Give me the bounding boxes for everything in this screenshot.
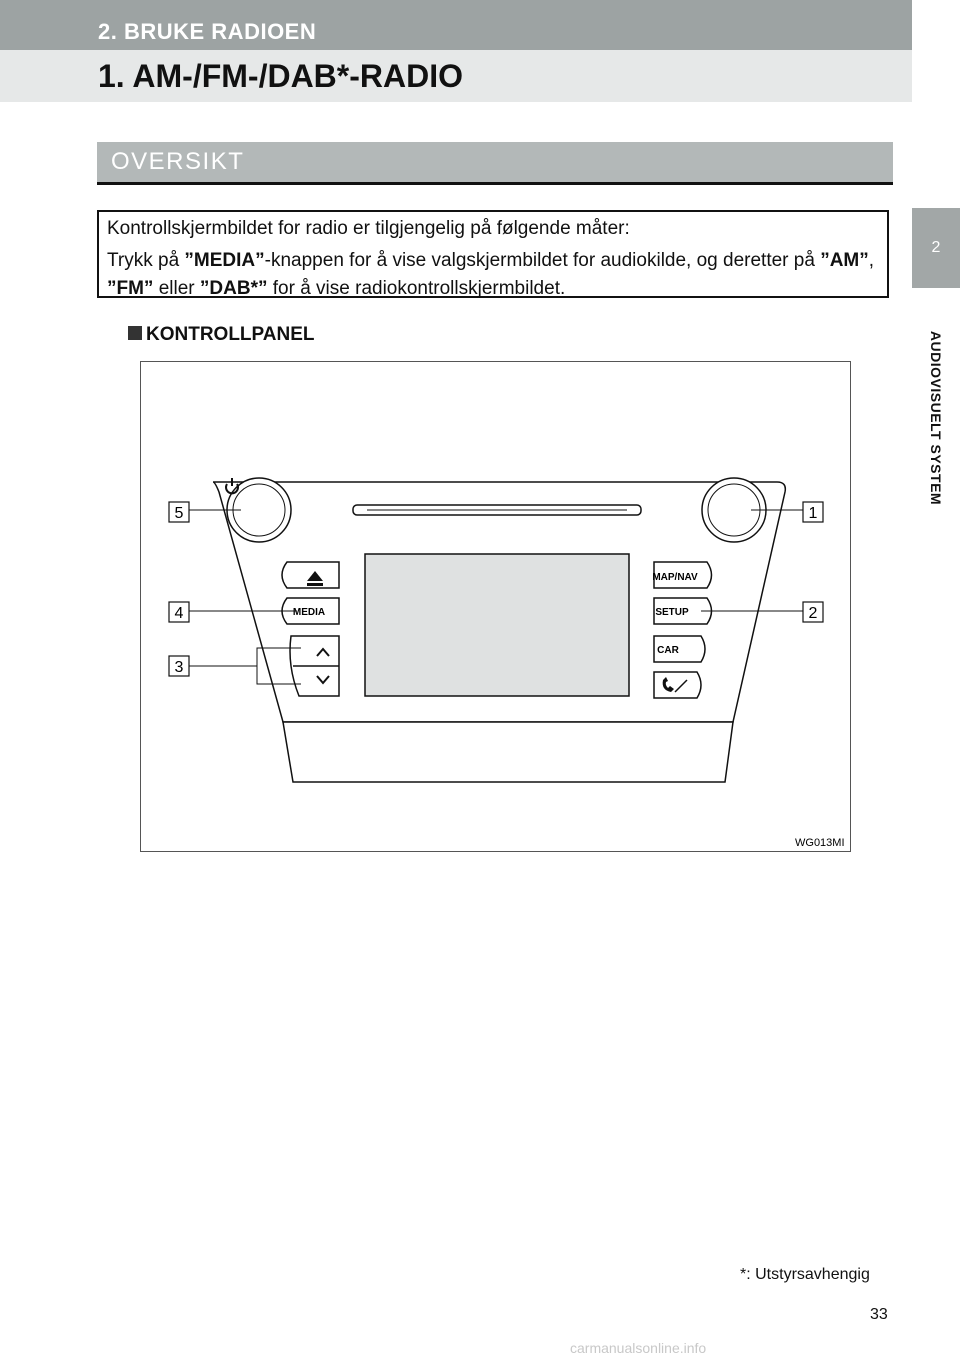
eject-icon-bar [307,583,323,586]
callout-5: 5 [174,505,184,522]
overview-text-line2 [107,247,881,303]
phone-button [654,672,701,698]
callout-2: 2 [808,605,818,622]
control-panel-figure [140,361,851,852]
page-number: 33 [870,1306,888,1323]
overview-text-segment: , [868,250,875,271]
chapter-tab-label [912,288,960,548]
panel-lower-trim [283,722,733,782]
callout-4: 4 [174,605,184,622]
watermark: carmanualsonline.info [570,1340,707,1356]
chapter-tab-label-text: AUDIOVISUELT SYSTEM [928,330,944,506]
overview-text-segment: eller [153,278,200,299]
bullet-square-icon [128,326,142,340]
setup-button-label[interactable]: SETUP [655,607,689,618]
overview-text-segment: ”DAB*” [199,278,268,299]
overview-heading-bar [97,142,893,185]
car-button-label[interactable]: CAR [657,645,679,656]
control-panel-illustration [141,362,852,853]
chapter-tab-number[interactable]: 2 [912,208,960,288]
media-button-label[interactable]: MEDIA [292,607,326,618]
overview-text-segment: ”MEDIA” [184,250,265,271]
overview-text-segment: -knappen for å vise valgskjermbildet for audiokilde, og deretter på [264,250,821,271]
control-panel-heading-text: KONTROLLPANEL [146,324,315,345]
section-label: 2. BRUKE RADIOEN [98,19,317,44]
touch-screen [365,554,629,696]
callout-3: 3 [174,659,184,676]
control-panel-heading [128,324,315,346]
page-title: 1. AM-/FM-/DAB*-RADIO [98,58,463,94]
map-nav-button-label[interactable]: MAP/NAV [652,572,698,583]
callout-1: 1 [808,505,818,522]
overview-text-segment: Trykk på [107,250,185,271]
footnote: *: Utstyrsavhengig [740,1266,870,1283]
overview-text-segment: ”AM” [820,250,869,271]
figure-code: WG013MI [795,837,845,849]
overview-info-box [97,210,889,298]
overview-text-segment: ”FM” [107,278,154,299]
overview-text-segment: for å vise radiokontrollskjermbildet. [267,278,566,299]
overview-heading: OVERSIKT [111,148,245,175]
side-tab-spacer [912,0,960,208]
overview-text-line1: Kontrollskjermbildet for radio er tilgjengelig på følgende måter: [107,218,630,239]
